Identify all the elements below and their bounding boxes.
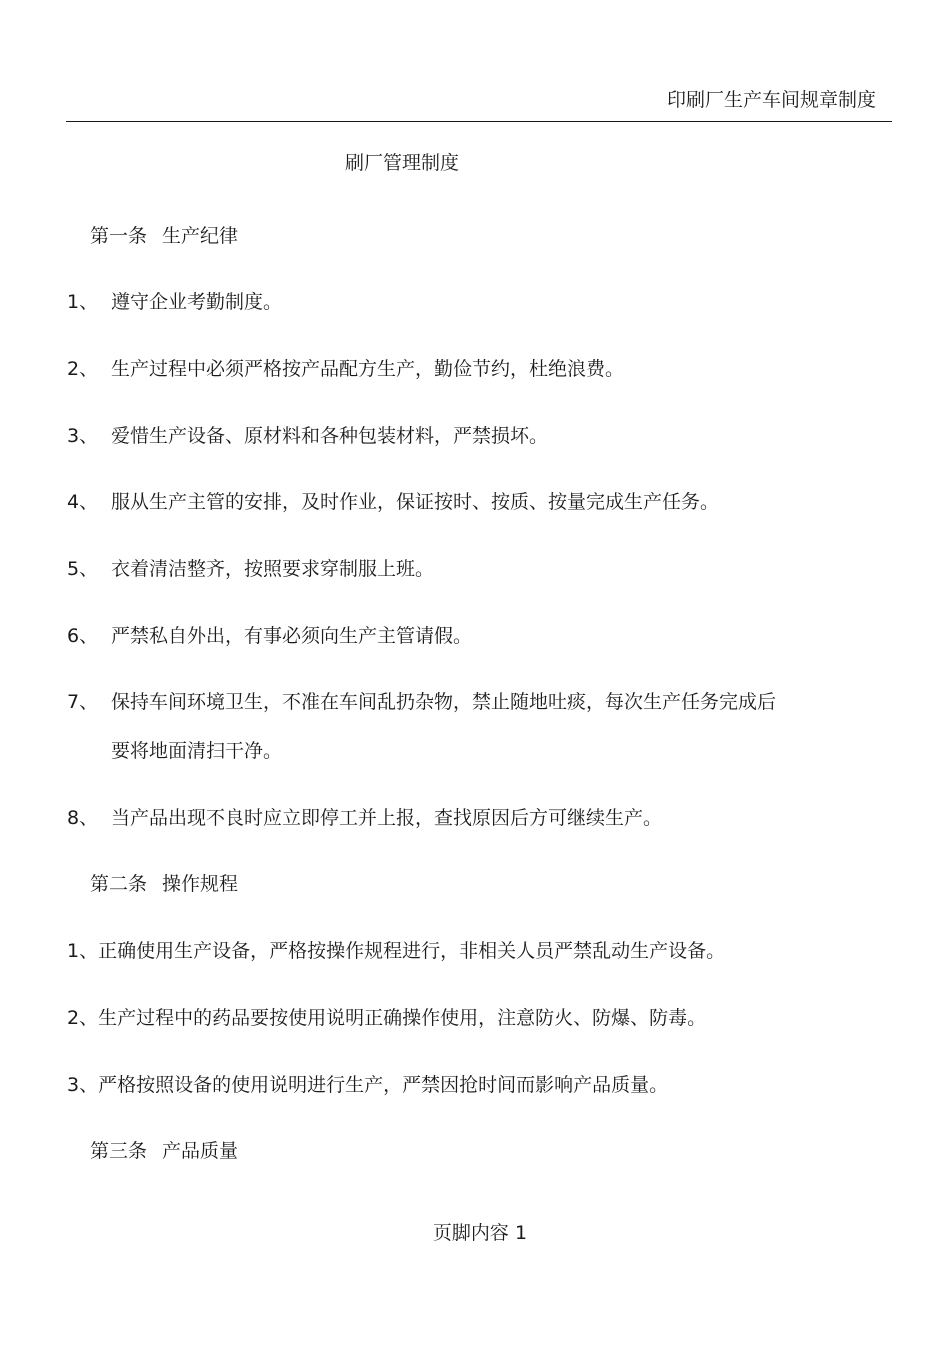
running-header: 印刷厂生产车间规章制度: [666, 89, 876, 111]
list-item: 2、生产过程中的药品要按使用说明正确操作使用，注意防火、防爆、防毒。: [67, 1007, 707, 1029]
item-text: 生产过程中必须严格按产品配方生产，勤俭节约，杜绝浪费。: [111, 358, 625, 380]
section-heading-2: [90, 872, 238, 896]
item-text: 严禁私自外出，有事必须向生产主管请假。: [111, 625, 473, 647]
item-number: 1、: [67, 291, 99, 313]
item-number: 3、: [67, 425, 99, 447]
item-text: 爱惜生产设备、原材料和各种包装材料，严禁损坏。: [111, 425, 549, 447]
header-divider: [66, 121, 892, 122]
section-heading-3: [90, 1139, 238, 1163]
item-text: 当产品出现不良时应立即停工并上报，查找原因后方可继续生产。: [111, 807, 663, 829]
section-label: 第三条: [90, 1140, 148, 1162]
section-label: 第一条: [90, 225, 148, 247]
section-label: 第二条: [90, 873, 148, 895]
item-number: 5、: [67, 558, 99, 580]
section-name: 生产纪律: [162, 225, 239, 247]
section-name: 操作规程: [162, 873, 239, 895]
item-number: 2、: [67, 358, 99, 380]
item-text: 保持车间环境卫生，不准在车间乱扔杂物，禁止随地吐痰，每次生产任务完成后: [111, 691, 777, 713]
item-text: 衣着清洁整齐，按照要求穿制服上班。: [111, 558, 435, 580]
item-number: 4、: [67, 491, 99, 513]
document-title: 刷厂管理制度: [345, 152, 460, 174]
item-text: 服从生产主管的安排，及时作业，保证按时、按质、按量完成生产任务。: [111, 491, 720, 513]
item-number: 6、: [67, 625, 99, 647]
page-footer: 页脚内容 1: [432, 1222, 528, 1244]
list-item: 1、正确使用生产设备，严格按操作规程进行，非相关人员严禁乱动生产设备。: [67, 940, 726, 962]
item-text-continued: 要将地面清扫干净。: [111, 740, 283, 762]
list-item: 3、严格按照设备的使用说明进行生产，严禁因抢时间而影响产品质量。: [67, 1074, 669, 1096]
item-text: 遵守企业考勤制度。: [111, 291, 283, 313]
section-name: 产品质量: [162, 1140, 239, 1162]
item-number: 8、: [67, 807, 99, 829]
item-number: 7、: [67, 691, 99, 713]
section-heading-1: [90, 224, 238, 248]
